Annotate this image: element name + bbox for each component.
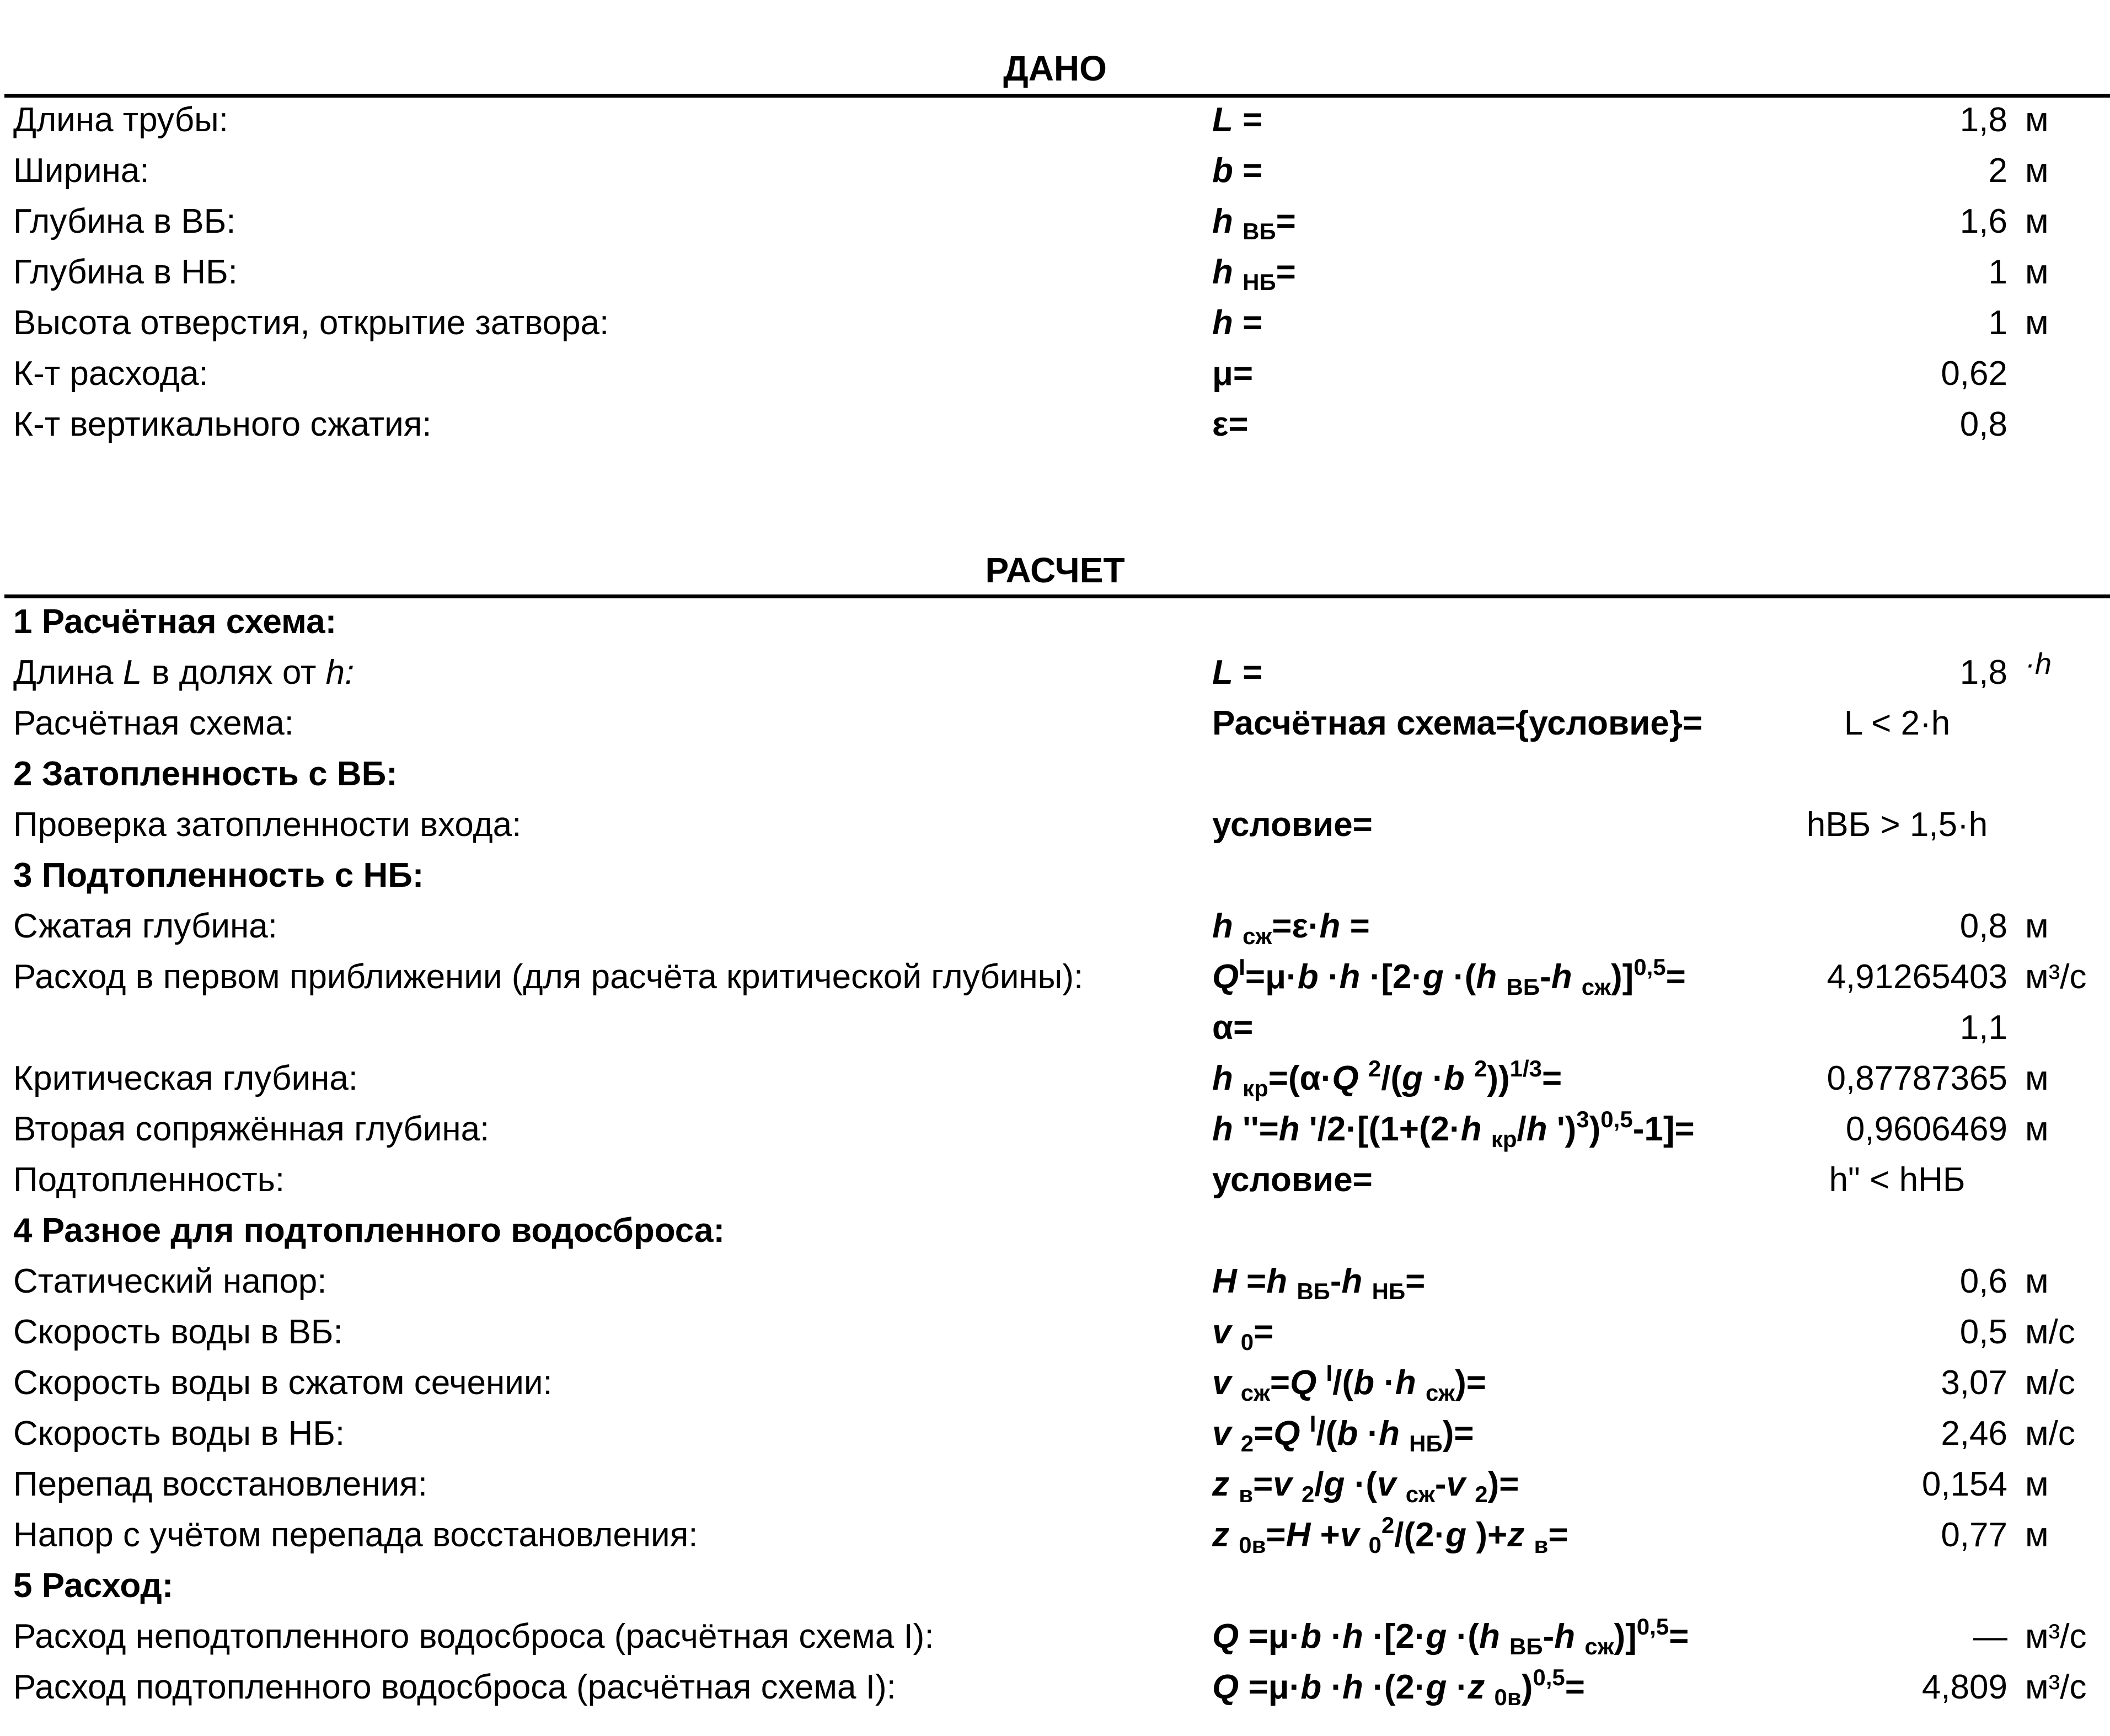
calc-value-submergence: h" < hНБ bbox=[1829, 1161, 1966, 1199]
calc-row-submergence bbox=[0, 1155, 2110, 1205]
calc-label-contracted-depth: Сжатая глубина: bbox=[13, 907, 277, 945]
given-symbol-length: L = bbox=[1212, 101, 1263, 139]
calc-unit-submerged-discharge: м³/с bbox=[2025, 1668, 2087, 1706]
calc-value-length-ratio: 1,8 bbox=[1959, 653, 2007, 692]
calc-unit-conjugate-depth: м bbox=[2025, 1110, 2049, 1148]
calc-unit-length-ratio: ·h bbox=[2025, 647, 2052, 681]
calc-row-velocity-contracted bbox=[0, 1358, 2110, 1408]
calc-formula-alpha: α= bbox=[1212, 1009, 1254, 1047]
calc-row-contracted-depth bbox=[0, 901, 2110, 952]
calc-row-critical-depth bbox=[0, 1053, 2110, 1104]
calc-label-length-ratio: Длина L в долях от h: bbox=[13, 653, 355, 692]
calc-row-alpha bbox=[0, 1003, 2110, 1053]
given-unit-depth-upstream: м bbox=[2025, 202, 2049, 240]
calc-formula-free-discharge: Q =μ·b ·h ·[2·g ·(h $_{ВБ}$-h $_{сж}$)]$^{0,5}$= bbox=[1212, 1614, 1689, 1659]
given-value-depth-downstream: 1 bbox=[1988, 253, 2007, 291]
calc-formula-submerged-discharge: Q =μ·b ·h ·(2·g ·z $_{0в}$)$^{0,5}$= bbox=[1212, 1664, 1585, 1710]
calc-heading-1-text: 1 Расчётная схема: bbox=[13, 603, 337, 641]
calc-value-total-head: 0,77 bbox=[1941, 1516, 2007, 1554]
calc-unit-velocity-contracted: м/с bbox=[2025, 1364, 2075, 1402]
given-row-depth-upstream bbox=[0, 196, 2110, 247]
calc-unit-critical-depth: м bbox=[2025, 1059, 2049, 1097]
calc-formula-recovery-drop: z $_в$=v $_2$/g ·(v $_{сж}$-v $_2$)= bbox=[1212, 1465, 1519, 1507]
calc-label-submergence: Подтопленность: bbox=[13, 1161, 285, 1199]
calc-formula-critical-depth: h $_{кр}$=(α·Q $^2$/(g ·b $^2$))$^{1/3}$= bbox=[1212, 1055, 1562, 1101]
calc-value-scheme: L < 2·h bbox=[1844, 704, 1951, 742]
calc-value-submerged-discharge: 4,809 bbox=[1921, 1668, 2007, 1706]
calc-heading-1 bbox=[0, 597, 2110, 647]
given-label-opening-height: Высота отверстия, открытие затвора: bbox=[13, 304, 609, 342]
calc-value-alpha: 1,1 bbox=[1959, 1009, 2007, 1047]
calc-unit-velocity-downstream: м/с bbox=[2025, 1414, 2075, 1453]
calc-label-conjugate-depth: Вторая сопряжённая глубина: bbox=[13, 1110, 490, 1148]
calc-label-scheme: Расчётная схема: bbox=[13, 704, 294, 742]
given-unit-length: м bbox=[2025, 101, 2049, 139]
given-unit-width: м bbox=[2025, 152, 2049, 190]
given-value-length: 1,8 bbox=[1959, 101, 2007, 139]
given-label-depth-downstream: Глубина в НБ: bbox=[13, 253, 238, 291]
given-row-depth-downstream bbox=[0, 247, 2110, 298]
given-symbol-depth-downstream: h $_{НБ}$= bbox=[1212, 253, 1296, 295]
calc-row-length-ratio bbox=[0, 647, 2110, 698]
calc-heading-4 bbox=[0, 1205, 2110, 1256]
calc-formula-velocity-downstream: v $_2$=Q $^I$/(b ·h $_{НБ}$)= bbox=[1212, 1411, 1474, 1456]
calc-formula-conjugate-depth: h ''=h '/2·[(1+(2·h $_{кр}$/h ')$^3$)$^{0,5}$-1]= bbox=[1212, 1106, 1695, 1152]
given-row-contraction-coef bbox=[0, 399, 2110, 450]
calc-label-total-head: Напор с учётом перепада восстановления: bbox=[13, 1516, 698, 1554]
calc-value-conjugate-depth: 0,9606469 bbox=[1845, 1110, 2007, 1148]
calc-heading-2 bbox=[0, 749, 2110, 800]
calc-heading-4-text: 4 Разное для подтопленного водосброса: bbox=[13, 1212, 725, 1250]
calc-value-free-discharge: — bbox=[1973, 1617, 2007, 1655]
calc-section-title: РАСЧЕТ bbox=[985, 550, 1125, 590]
calc-formula-static-head: H =h $_{ВБ}$-h $_{НБ}$= bbox=[1212, 1262, 1426, 1304]
calc-formula-total-head: z $_{0в}$=H +v $_0^2$/(2·g )+z $_в$= bbox=[1212, 1512, 1568, 1558]
calc-value-recovery-drop: 0,154 bbox=[1921, 1465, 2007, 1503]
calc-row-scheme bbox=[0, 698, 2110, 749]
calc-row-velocity-upstream bbox=[0, 1307, 2110, 1358]
calc-row-free-discharge bbox=[0, 1611, 2110, 1662]
calc-formula-contracted-depth: h $_{сж}$=ε·h = bbox=[1212, 907, 1370, 949]
calc-formula-submergence: условие= bbox=[1212, 1161, 1373, 1199]
calc-heading-5-text: 5 Расход: bbox=[13, 1567, 174, 1605]
calc-row-total-head bbox=[0, 1510, 2110, 1561]
calc-unit-contracted-depth: м bbox=[2025, 907, 2049, 945]
calc-unit-recovery-drop: м bbox=[2025, 1465, 2049, 1503]
calc-unit-free-discharge: м³/с bbox=[2025, 1617, 2087, 1655]
given-symbol-depth-upstream: h $_{ВБ}$= bbox=[1212, 202, 1296, 244]
calc-heading-5 bbox=[0, 1561, 2110, 1611]
calc-label-velocity-downstream: Скорость воды в НБ: bbox=[13, 1414, 345, 1453]
calc-formula-scheme: Расчётная схема={условие}= bbox=[1212, 704, 1703, 742]
calc-label-velocity-upstream: Скорость воды в ВБ: bbox=[13, 1313, 343, 1351]
calc-label-velocity-contracted: Скорость воды в сжатом сечении: bbox=[13, 1364, 553, 1402]
given-row-length bbox=[0, 95, 2110, 146]
given-symbol-opening-height: h = bbox=[1212, 304, 1263, 342]
calc-row-conjugate-depth bbox=[0, 1104, 2110, 1155]
given-symbol-width: b = bbox=[1212, 152, 1263, 190]
calc-heading-3-text: 3 Подтопленность с НБ: bbox=[13, 856, 424, 894]
calc-label-recovery-drop: Перепад восстановления: bbox=[13, 1465, 427, 1503]
given-symbol-contraction-coef: ε= bbox=[1212, 405, 1249, 443]
calc-unit-velocity-upstream: м/с bbox=[2025, 1313, 2075, 1351]
calc-value-contracted-depth: 0,8 bbox=[1959, 907, 2007, 945]
given-value-opening-height: 1 bbox=[1988, 304, 2007, 342]
calc-heading-2-text: 2 Затопленность с ВБ: bbox=[13, 755, 398, 793]
given-value-contraction-coef: 0,8 bbox=[1959, 405, 2007, 443]
calc-value-velocity-downstream: 2,46 bbox=[1941, 1414, 2007, 1453]
given-row-discharge-coef bbox=[0, 349, 2110, 399]
calc-label-submerged-discharge: Расход подтопленного водосброса (расчётная схема I): bbox=[13, 1668, 896, 1706]
given-label-discharge-coef: К-т расхода: bbox=[13, 355, 208, 393]
calc-row-inlet-check bbox=[0, 800, 2110, 850]
given-row-width bbox=[0, 146, 2110, 196]
given-value-width: 2 bbox=[1988, 152, 2007, 190]
given-label-length: Длина трубы: bbox=[13, 101, 228, 139]
calc-unit-total-head: м bbox=[2025, 1516, 2049, 1554]
calc-formula-velocity-upstream: v $_0$= bbox=[1212, 1313, 1274, 1355]
calc-formula-velocity-contracted: v $_{сж}$=Q $^I$/(b ·h $_{сж}$)= bbox=[1212, 1360, 1486, 1406]
calc-label-static-head: Статический напор: bbox=[13, 1262, 327, 1300]
calc-row-velocity-downstream bbox=[0, 1408, 2110, 1459]
given-unit-depth-downstream: м bbox=[2025, 253, 2049, 291]
calc-formula-first-discharge: $Q^I=\mu\cdot b \cdot h \cdot[2\cdot g \cdot(h$ $_{ВБ}$-h $_{сж}$)]$^{0,5}$= bbox=[1212, 954, 1686, 1000]
calc-value-velocity-upstream: 0,5 bbox=[1959, 1313, 2007, 1351]
calc-row-static-head bbox=[0, 1256, 2110, 1307]
calc-label-first-discharge: Расход в первом приближении (для расчёта критической глубины): bbox=[13, 958, 1084, 996]
calc-unit-first-discharge: м³/с bbox=[2025, 958, 2087, 996]
calc-row-recovery-drop bbox=[0, 1459, 2110, 1510]
given-row-opening-height bbox=[0, 298, 2110, 349]
calc-value-critical-depth: 0,87787365 bbox=[1827, 1059, 2007, 1097]
calc-unit-static-head: м bbox=[2025, 1262, 2049, 1300]
given-symbol-discharge-coef: μ= bbox=[1212, 355, 1254, 393]
calc-label-free-discharge: Расход неподтопленного водосброса (расчётная схема I): bbox=[13, 1617, 934, 1655]
calc-value-velocity-contracted: 3,07 bbox=[1941, 1364, 2007, 1402]
calc-formula-inlet-check: условие= bbox=[1212, 806, 1373, 844]
calc-heading-3 bbox=[0, 850, 2110, 901]
given-section-title: ДАНО bbox=[1003, 49, 1107, 88]
given-value-discharge-coef: 0,62 bbox=[1941, 355, 2007, 393]
given-unit-opening-height: м bbox=[2025, 304, 2049, 342]
calc-label-critical-depth: Критическая глубина: bbox=[13, 1059, 358, 1097]
calc-value-inlet-check: hВБ > 1,5·h bbox=[1806, 806, 1988, 844]
calc-formula-length-ratio: L = bbox=[1212, 653, 1263, 692]
given-value-depth-upstream: 1,6 bbox=[1959, 202, 2007, 240]
calc-value-first-discharge: 4,91265403 bbox=[1827, 958, 2007, 996]
calc-row-submerged-discharge bbox=[0, 1662, 2110, 1713]
calc-value-static-head: 0,6 bbox=[1959, 1262, 2007, 1300]
given-label-depth-upstream: Глубина в ВБ: bbox=[13, 202, 236, 240]
given-label-width: Ширина: bbox=[13, 152, 149, 190]
given-label-contraction-coef: К-т вертикального сжатия: bbox=[13, 405, 432, 443]
calc-label-inlet-check: Проверка затопленности входа: bbox=[13, 806, 522, 844]
calc-row-first-discharge bbox=[0, 952, 2110, 1003]
